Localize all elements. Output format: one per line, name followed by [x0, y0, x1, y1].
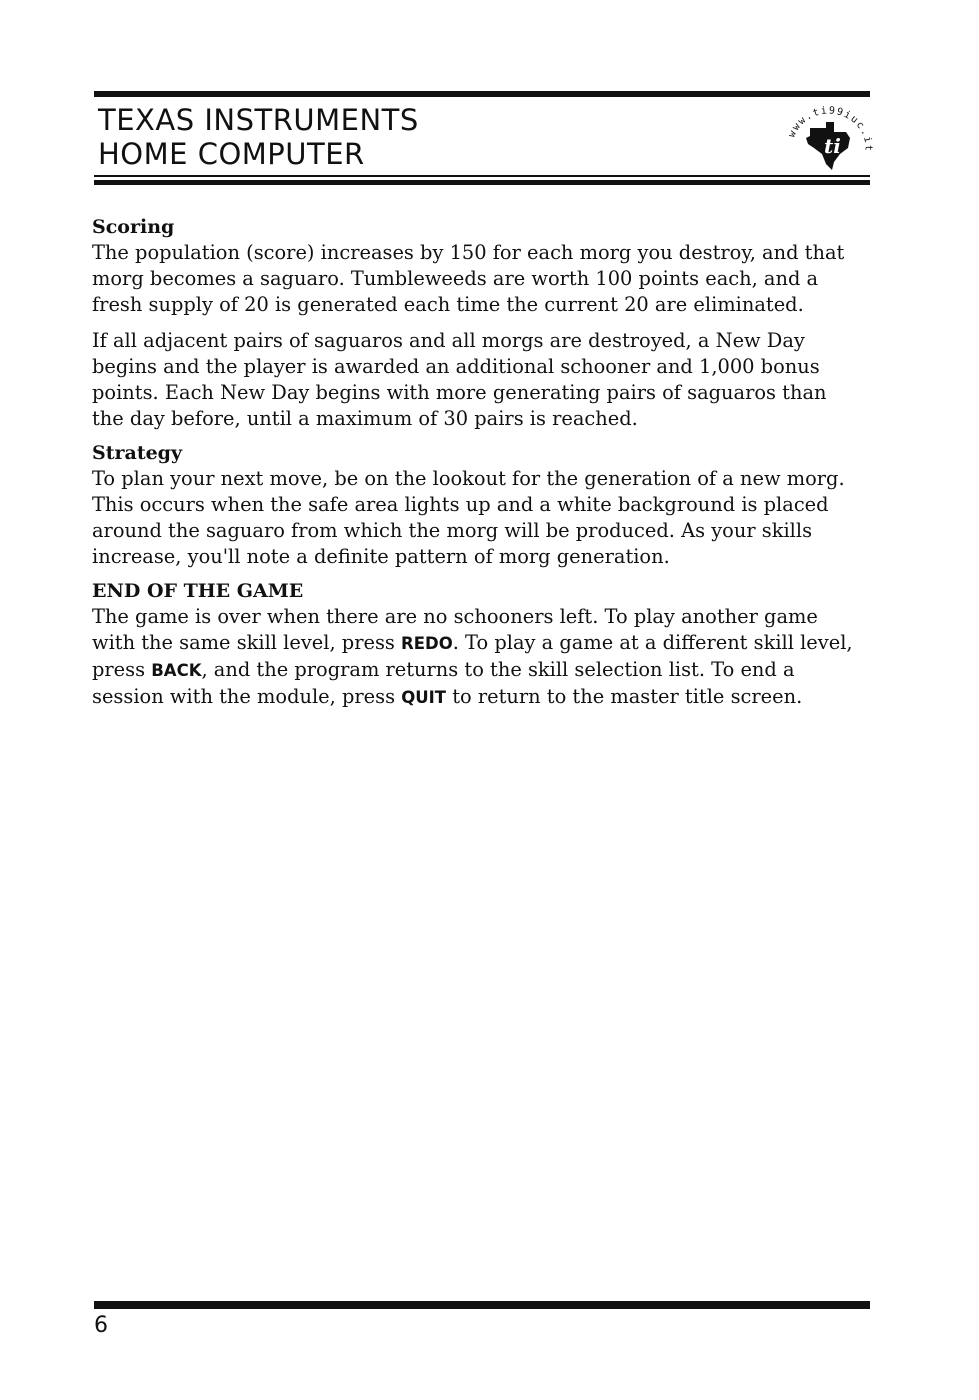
end-of-game-text-3: , and the program returns to the skill selection list. To end a session with the module, press [92, 658, 795, 708]
redo-key-label: REDO [401, 634, 453, 653]
logo-url-text: www.ti99iuc.it [786, 105, 874, 153]
footer-rule [94, 1301, 870, 1309]
page-number: 6 [94, 1313, 108, 1338]
header-title-line-2: HOME COMPUTER [98, 137, 365, 171]
logo-letters: ti [824, 134, 841, 158]
header-top-rule [94, 91, 870, 97]
header-rule-thin [94, 175, 870, 177]
end-of-game-text-2: . To play a game at a different skill level, press [92, 631, 853, 681]
section-heading-scoring: Scoring [92, 216, 175, 238]
end-of-game-text-1: The game is over when there are no schooners left. To play another game with the same skill level, press [92, 605, 818, 654]
scoring-paragraph-1: The population (score) increases by 150 for each morg you destroy, and that morg becomes a saguaro. Tumbleweeds are worth 100 points each, and a fresh supply of 20 is generated each time the current 20 are eliminated. [92, 241, 845, 316]
header-title-line-1: TEXAS INSTRUMENTS [98, 103, 419, 137]
scoring-paragraph-2: If all adjacent pairs of saguaros and all morgs are destroyed, a New Day begins and the player is awarded an additional schooner and 1,000 bonus points. Each New Day begins with more generating pairs of saguaros than the day before, until a maximum of 30 pairs is reached. [92, 329, 827, 430]
section-scoring [92, 214, 862, 432]
back-key-label: BACK [151, 661, 202, 680]
end-of-game-paragraph [92, 604, 862, 711]
quit-key-label: QUIT [401, 688, 447, 707]
strategy-paragraph-1: To plan your next move, be on the lookout for the generation of a new morg. This occurs when the safe area lights up and a white background is placed around the saguaro from which the morg will be produced. As your skills increase, you'll note a definite pattern of morg generation. [92, 467, 845, 568]
header-rule-thick [94, 180, 870, 185]
section-strategy [92, 440, 862, 570]
page-body [92, 214, 862, 711]
section-heading-end-of-game: END OF THE GAME [92, 580, 304, 602]
section-heading-strategy: Strategy [92, 442, 183, 464]
end-of-game-text-4: to return to the master title screen. [446, 685, 803, 708]
ti-logo-icon [780, 98, 876, 176]
section-end-of-game [92, 578, 862, 711]
